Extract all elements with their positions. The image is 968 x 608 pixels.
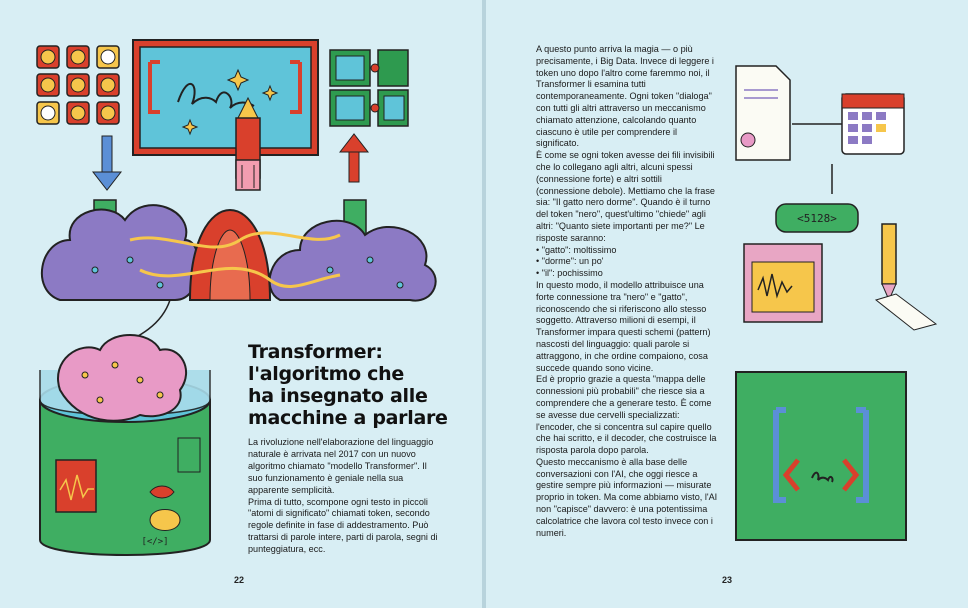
code-bubble-icon: [</>] <box>141 537 169 547</box>
pencil-icon <box>876 224 936 330</box>
right-paragraph-2: È come se ogni token avesse dei fili invisibili che lo collegano agli altri, alcuni spessi (connessione forte) e altri sottili (connessione debole). Mettiamo che la frase sia: "Il gatto nero dorme". Quando è il turno del token "nero", quest'ultimo "chiede" agli altri: "Quanto siete importanti per me?" Le risposte saranno: <box>536 150 715 243</box>
title-line-2: l'algoritmo che <box>248 363 404 385</box>
right-paragraph-4: Ed è proprio grazie a questa "mappa delle connessioni più probabili" che riesce sia a comprendere che a generare testo. È come se avesse due cervelli specializzati: l'encoder, che si concentra sul capire quello che hai scritto, e il decoder, che costruisce la risposta parola dopo parola. <box>536 374 717 456</box>
title-line-4: macchine a parlare <box>248 407 448 429</box>
monitor-screen <box>133 40 318 155</box>
robot-brain-jar <box>40 335 210 555</box>
right-bullet-1: • "gatto": moltissimo <box>536 244 617 255</box>
up-arrow-icon <box>340 134 368 182</box>
document-certificate-icon <box>736 66 790 160</box>
right-bullet-3: • "il": pochissimo <box>536 268 603 279</box>
brain-encoder-decoder <box>42 200 436 301</box>
left-paragraph-1: La rivoluzione nell'elaborazione del linguaggio naturale è arrivata nel 2017 con un nuovo algoritmo chiamato "modello Transformer". Il suo funzionamento è geniale nella sua apparente semplicità. <box>248 437 434 495</box>
article-title <box>248 341 448 429</box>
page-number-right: 23 <box>722 575 733 585</box>
right-paragraph-1: A questo punto arriva la magia — o più precisamente, i Big Data. Invece di leggere i token uno dopo l'altro come faremmo noi, il Transformer li esamina tutti contemporaneamente. Ogni token "dialoga" con tutti gli altri attraverso un meccanismo chiamato attenzione, calcolando quanto ciascuno è utile per comprendere il significato. <box>536 44 714 149</box>
title-line-1: Transformer: <box>248 341 383 363</box>
right-bullet-2: • "dorme": un po' <box>536 256 604 267</box>
token-chips <box>37 46 119 124</box>
right-page <box>486 0 968 608</box>
code-frame <box>736 372 906 540</box>
left-body-text <box>248 437 438 556</box>
left-page <box>0 0 482 608</box>
left-paragraph-2: Prima di tutto, scompone ogni testo in piccoli "atomi di significato" chiamati token, secondo regole definite in fase di addestramento. Può trattarsi di parole intere, parti di parola, segni di punteggiatura, ecc. <box>248 496 438 555</box>
token-display <box>776 204 858 232</box>
title-line-3: ha insegnato alle <box>248 385 428 407</box>
calendar-icon <box>842 94 904 154</box>
display-text: <5128> <box>797 212 837 225</box>
right-paragraph-3: In questo modo, il modello attribuisce una forte connessione tra "nero" e "gatto", riconoscendo che si riferiscono allo stesso soggetto. Attraverso milioni di esempi, il Transformer impara questi schemi (pattern) nascosti del linguaggio: quali parole si attraggono, in che ordine compaiono, cosa succede quando sono vicine. <box>536 279 711 373</box>
page-number-left: 22 <box>234 575 245 585</box>
waveform-screen-icon <box>744 244 822 322</box>
right-illustration <box>486 0 968 608</box>
right-paragraph-5: Questo meccanismo è alla base delle conversazioni con l'AI, che oggi riesce a gestire sempre più informazioni — misurate proprio in token. Ma come abbiamo visto, l'AI non "capisce" davvero: è una potentissima calcolatrice che lavora col testo invece con i numeri. <box>536 456 718 538</box>
down-arrow-icon <box>93 136 121 190</box>
code-chips <box>330 50 408 126</box>
